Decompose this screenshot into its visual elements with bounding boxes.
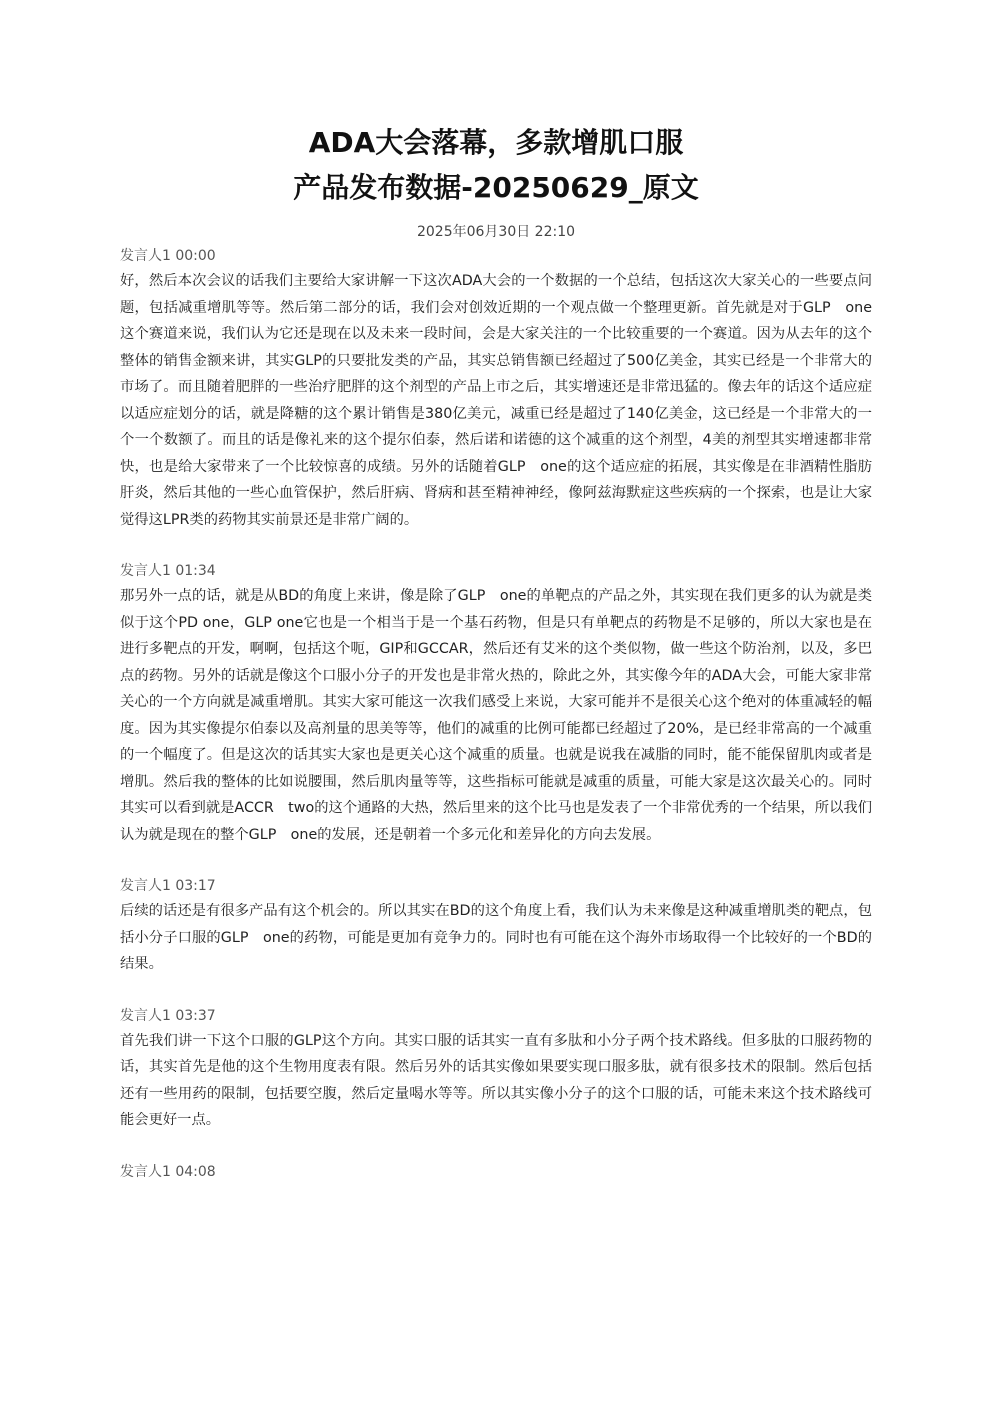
transcript-paragraph: 首先我们讲一下这个口服的GLP这个方向。其实口服的话其实一直有多肽和小分子两个技术路线。但多肽的口服药物的话，其实首先是他的这个生物用度表有限。然后另外的话其实像如果要实现口服多肽，就有很多技术的限制。然后包括还有一些用药的限制，包括要空腹，然后定量喝水等等。所以其实像小分子的这个口服的话，可能未来这个技术路线可能会更好一点。 xyxy=(120,1032,872,1128)
speaker-timestamp: 发言人1 01:34 xyxy=(120,563,216,579)
title-line-1: ADA大会落幕，多款增肌口服 xyxy=(308,126,684,159)
section-gap xyxy=(120,848,872,872)
section-gap xyxy=(120,978,872,1002)
section-gap xyxy=(120,1134,872,1158)
document-date: 2025年06月30日 22:10 xyxy=(416,224,576,240)
speaker-timestamp: 发言人1 03:17 xyxy=(120,878,216,894)
transcript-section xyxy=(120,1004,872,1134)
transcript-paragraph: 那另外一点的话，就是从BD的角度上来讲，像是除了GLP one的单靶点的产品之外，其实现在我们更多的认为就是类似于这个PD one，GLP one它也是一个相当于是一个基石药物，但是只有单靶点的药物是不足够的，所以大家也是在进行多靶点的开发，啊啊，包括这个呃，GIP和GCCAR，然后还有艾米的这个类似物，做一些这个防治剂，以及，多巴点的药物。另外的话就是像这个口服小分子的开发也是非常火热的，除此之外，其实像今年的ADA大会，可能大家非常关心的一个方向就是减重增肌。其实大家可能这一次我们感受上来说，大家可能并不是很关心这个绝对的体重减轻的幅度。因为其实像提尔伯泰以及高剂量的思美等等，他们的减重的比例可能都已经超过了20%，是已经非常高的一个减重的一个幅度了。但是这次的话其实大家也是更关心这个减重的质量。也就是说我在减脂的同时，能不能保留肌肉或者是增肌。然后我的整体的比如说腰围，然后肌肉量等等，这些指标可能就是减重的质量，可能大家是这次最关心的。同时其实可以看到就是ACCR two的这个通路的大热，然后里来的这个比马也是发表了一个非常优秀的一个结果，所以我们认为就是现在的整个GLP one的发展，还是朝着一个多元化和差异化的方向去发展。 xyxy=(120,588,872,843)
transcript-section xyxy=(120,874,872,978)
speaker-timestamp: 发言人1 00:00 xyxy=(120,248,216,264)
transcript-paragraph: 好，然后本次会议的话我们主要给大家讲解一下这次ADA大会的一个数据的一个总结，包括这次大家关心的一些要点问题，包括减重增肌等等。然后第二部分的话，我们会对创效近期的一个观点做一个整理更新。首先就是对于GLP one这个赛道来说，我们认为它还是现在以及未来一段时间，会是大家关注的一个比较重要的一个赛道。因为从去年的这个整体的销售金额来讲，其实GLP的只要批发类的产品，其实总销售额已经超过了500亿美金，其实已经是一个非常大的市场了。而且随着肥胖的一些治疗肥胖的这个剂型的产品上市之后，其实增速还是非常迅猛的。像去年的话这个适应症以适应症划分的话，就是降糖的这个累计销售是380亿美元，减重已经是超过了140亿美金，这已经是一个非常大的一个一个数额了。而且的话是像礼来的这个提尔伯泰，然后诺和诺德的这个减重的这个剂型，4美的剂型其实增速都非常快，也是给大家带来了一个比较惊喜的成绩。另外的话随着GLP one的这个适应症的拓展，其实像是在非酒精性脂肪肝炎，然后其他的一些心血管保护，然后肝病、肾病和甚至精神神经，像阿兹海默症这些疾病的一个探索，也是让大家觉得这LPR类的药物其实前景还是非常广阔的。 xyxy=(120,273,872,528)
section-gap xyxy=(120,533,872,557)
transcript-section xyxy=(120,559,872,848)
transcript-paragraph: 后续的话还是有很多产品有这个机会的。所以其实在BD的这个角度上看，我们认为未来像是这种减重增肌类的靶点，包括小分子口服的GLP one的药物，可能是更加有竞争力的。同时也有可能在这个海外市场取得一个比较好的一个BD的结果。 xyxy=(120,903,872,972)
document-page xyxy=(120,120,872,1184)
speaker-timestamp: 发言人1 04:08 xyxy=(120,1163,216,1180)
document-title xyxy=(120,120,872,210)
title-line-2: 产品发布数据-20250629_原文 xyxy=(293,171,699,204)
transcript-section xyxy=(120,244,872,533)
speaker-timestamp: 发言人1 03:37 xyxy=(120,1007,216,1024)
transcript-section xyxy=(120,1160,872,1184)
